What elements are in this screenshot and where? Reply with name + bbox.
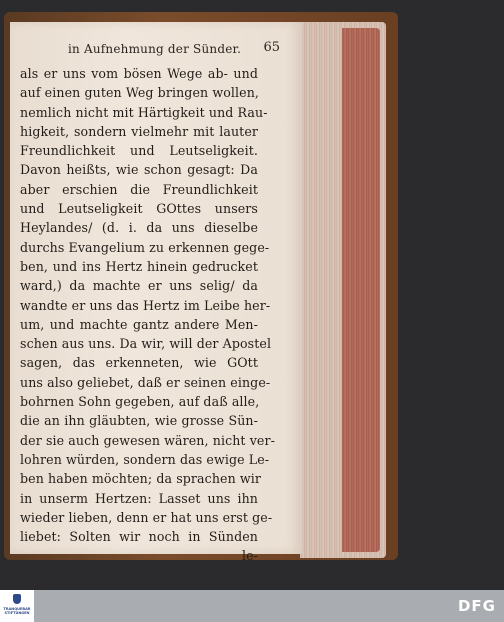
text-line: als er uns vom bösen Wege ab- und <box>20 66 258 81</box>
body-text <box>20 64 275 566</box>
text-line: auf einen guten Weg bringen wollen, <box>20 85 260 101</box>
text-line: uns also geliebet, daß er seinen einge- <box>20 374 271 390</box>
text-line: ben, und ins Hertz hinein gedrucket <box>20 258 258 274</box>
text-line: lohren würden, sondern das ewige Le- <box>20 451 270 467</box>
text-line: bohrnen Sohn gegeben, auf daß alle, <box>20 394 260 410</box>
text-line: aber erschien die Freundlichkeit <box>20 181 258 197</box>
viewer-footer-bar <box>0 590 504 622</box>
dfg-logo[interactable]: DFG <box>457 597 496 615</box>
text-line: liebet: Solten wir noch in Sünden <box>20 529 258 545</box>
text-line: wandte er uns das Hertz im Leibe her- <box>20 297 271 313</box>
book-page <box>10 22 302 564</box>
text-line: und Leutseligkeit GOttes unsers <box>20 201 258 217</box>
text-line: Davon heißts, wie schon gesagt: Da <box>20 162 258 178</box>
text-line: higkeit, sondern vielmehr mit lauter <box>20 123 258 139</box>
text-line: schen aus uns. Da wir, will der Apostel <box>20 336 272 352</box>
text-line: Heylandes/ (d. i. da uns dieselbe <box>20 220 258 236</box>
catchword: le- <box>241 548 258 564</box>
crest-icon <box>13 594 21 604</box>
text-line: ward,) da machte er uns selig/ da <box>20 278 258 294</box>
running-head: in Aufnehmung der Sünder. <box>68 42 242 56</box>
library-logo-text: TRANQUEBAR STIFTUNGEN <box>3 607 31 615</box>
text-line: sagen, das erkenneten, wie GOtt <box>20 355 258 371</box>
text-line: in unserm Hertzen: Lasset uns ihn <box>20 490 258 506</box>
text-line: um, und machte gantz andere Men- <box>20 316 258 332</box>
text-line: durchs Evangelium zu erkennen gege- <box>20 239 270 255</box>
text-line: ben haben möchten; da sprachen wir <box>20 471 262 487</box>
library-logo[interactable] <box>0 590 34 622</box>
red-page-edge <box>342 28 380 552</box>
page-header <box>20 42 292 60</box>
text-line: wieder lieben, denn er hat uns erst ge- <box>20 509 273 525</box>
text-line: die an ihn gläubten, wie grosse Sün- <box>20 413 258 429</box>
text-line: der sie auch gewesen wären, nicht ver- <box>20 432 275 448</box>
text-line: Freundlichkeit und Leutseligkeit. <box>20 143 258 159</box>
page-number: 65 <box>263 40 280 55</box>
text-line: nemlich nicht mit Härtigkeit und Rau- <box>20 104 268 120</box>
